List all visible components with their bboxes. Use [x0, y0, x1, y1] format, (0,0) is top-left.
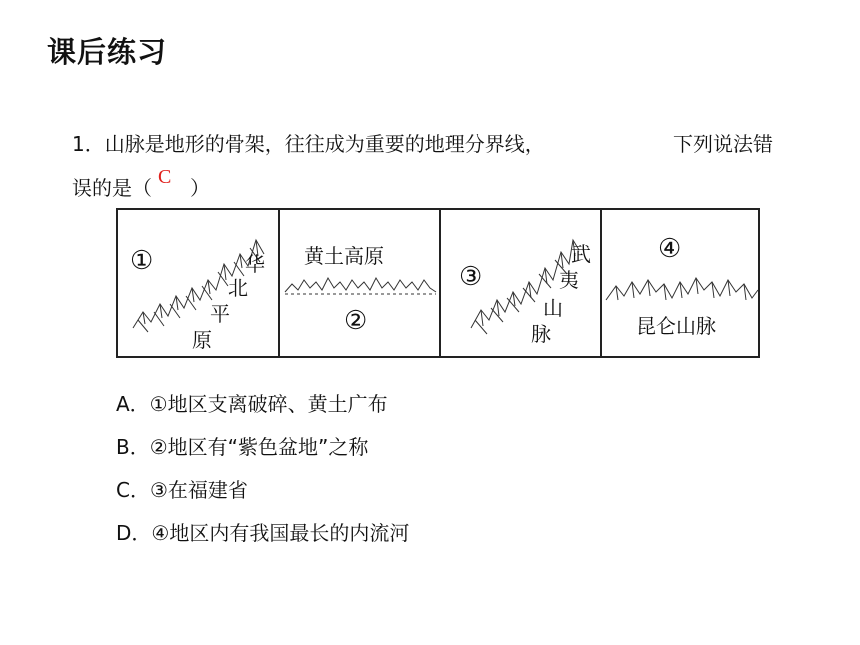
- panel-label-char: 华: [245, 252, 265, 276]
- question-line-1: 1．山脉是地形的骨架，往往成为重要的地理分界线，: [72, 132, 545, 156]
- map-figure: [116, 208, 760, 358]
- panel-1: [118, 210, 279, 356]
- panel-3: [439, 210, 602, 356]
- panel-label-char: 平: [210, 302, 230, 326]
- panel-label-char: 北: [228, 276, 248, 300]
- panel-4: [600, 210, 763, 356]
- option-a: A．①地区支离破碎、黄土广布: [116, 392, 388, 416]
- option-b: B．②地区有“紫色盆地”之称: [116, 435, 369, 459]
- panel-label-char: 原: [192, 328, 212, 352]
- option-c: C．③在福建省: [116, 478, 248, 502]
- panel-label-char: 脉: [531, 322, 551, 346]
- question-line-1-tail: 下列说法错: [673, 132, 773, 156]
- answer-mark: C: [158, 166, 172, 188]
- question-line-2: 误的是（: [72, 176, 152, 200]
- panel-label-char: 武: [571, 242, 591, 266]
- panel-number: ①: [130, 246, 154, 276]
- panel-label: 昆仑山脉: [636, 314, 716, 338]
- panel-number: ②: [344, 306, 368, 336]
- panel-2: [278, 210, 441, 356]
- panel-number: ③: [459, 262, 483, 292]
- panel-label-char: 山: [543, 296, 563, 320]
- option-d: D．④地区内有我国最长的内流河: [116, 521, 410, 545]
- answer-paren-close: ）: [190, 176, 210, 200]
- page-title: 课后练习: [47, 35, 168, 69]
- panel-label-char: 夷: [559, 268, 579, 292]
- panel-label: 黄土高原: [304, 244, 384, 268]
- panel-number: ④: [658, 234, 682, 264]
